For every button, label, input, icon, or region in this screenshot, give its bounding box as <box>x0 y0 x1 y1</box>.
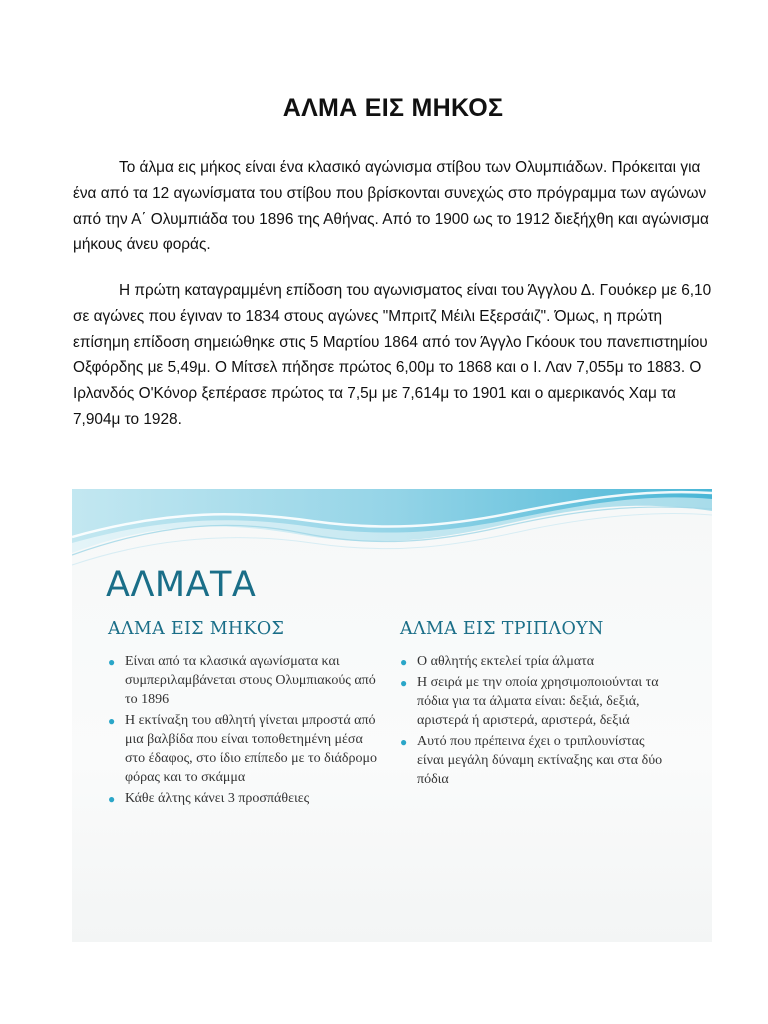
slide-image <box>72 489 712 942</box>
page-title: ΑΛΜΑ ΕΙΣ ΜΗΚΟΣ <box>282 94 504 122</box>
bullet-list-triple-jump <box>400 652 670 789</box>
bullet-icon: ● <box>400 735 408 749</box>
bullet-icon: ● <box>400 655 408 669</box>
bullet-list-long-jump <box>108 652 378 808</box>
column-heading-long-jump: ΑΛΜΑ ΕΙΣ ΜΗΚΟΣ <box>108 619 285 639</box>
paragraph-history: Η πρώτη καταγραμμένη επίδοση του αγωνισματος είναι του Άγγλου Δ. Γουόκερ με 6,10 σε αγώνες που έγιναν το 1834 στους αγώνες "Μπριτζ Μέιλι Εξερσάιζ". Όμως, η πρώτη επίσημη επίδοση σημειώθηκε στις 5 Μαρτίου 1864 από τον Άγγλο Γκόουκ του πανεπιστημίου Οξφόρδης με 5,49μ. Ο Μίτσελ πήδησε πρώτος 6,00μ το 1868 και ο Ι. Λαν 7,055μ το 1883. Ο Ιρλανδός Ο'Κόνορ ξεπέρασε πρώτος τα 7,5μ με 7,614μ το 1901 και ο αμερικανός Χαμ τα 7,904μ το 1928. <box>73 282 712 428</box>
bullet-icon: ● <box>108 655 116 669</box>
list-item: ● Είναι από τα κλασικά αγωνίσματα και συμπεριλαμβάνεται στους Ολυμπιακούς από το 1896 <box>108 654 376 707</box>
column-long-jump <box>108 619 378 810</box>
bullet-icon: ● <box>108 792 116 806</box>
bullet-icon: ● <box>108 714 116 728</box>
slide-title: ΑΛΜΑΤΑ <box>106 565 257 605</box>
list-item: ● Η σειρά με την οποία χρησιμοποιούνται τα πόδια για τα άλματα είναι: δεξιά, δεξιά, αριστερά ή αριστερά, αριστερά, δεξιά <box>400 675 659 728</box>
list-item: ● Αυτό που πρέπεινα έχει ο τριπλουνίστας είναι μεγάλη δύναμη εκτίναξης και στα δύο πόδια <box>400 734 663 787</box>
bullet-icon: ● <box>400 676 408 690</box>
list-item: ● Η εκτίναξη του αθλητή γίνεται μπροστά από μια βαλβίδα που είναι τοποθετημένη μέσα στο έδαφος, στο ίδιο επίπεδο με το διάδρομο φόρας και το σκάμμα <box>108 713 377 785</box>
list-item: ● Κάθε άλτης κάνει 3 προσπάθειες <box>108 789 378 808</box>
paragraph-intro: Το άλμα εις μήκος είναι ένα κλασικό αγώνισμα στίβου των Ολυμπιάδων. Πρόκειται για ένα από τα 12 αγωνίσματα του στίβου που βρίσκονται συνεχώς στο πρόγραμμα των αγώνων από την Α΄ Ολυμπιάδα του 1896 της Αθήνας. Από το 1900 ως το 1912 διεξήχθη και αγώνισμα μήκους άνευ φοράς. <box>73 159 709 254</box>
column-triple-jump <box>400 619 670 791</box>
list-item: ● Ο αθλητής εκτελεί τρία άλματα <box>400 652 670 671</box>
column-heading-triple-jump: ΑΛΜΑ ΕΙΣ ΤΡΙΠΛΟΥΝ <box>400 619 604 639</box>
